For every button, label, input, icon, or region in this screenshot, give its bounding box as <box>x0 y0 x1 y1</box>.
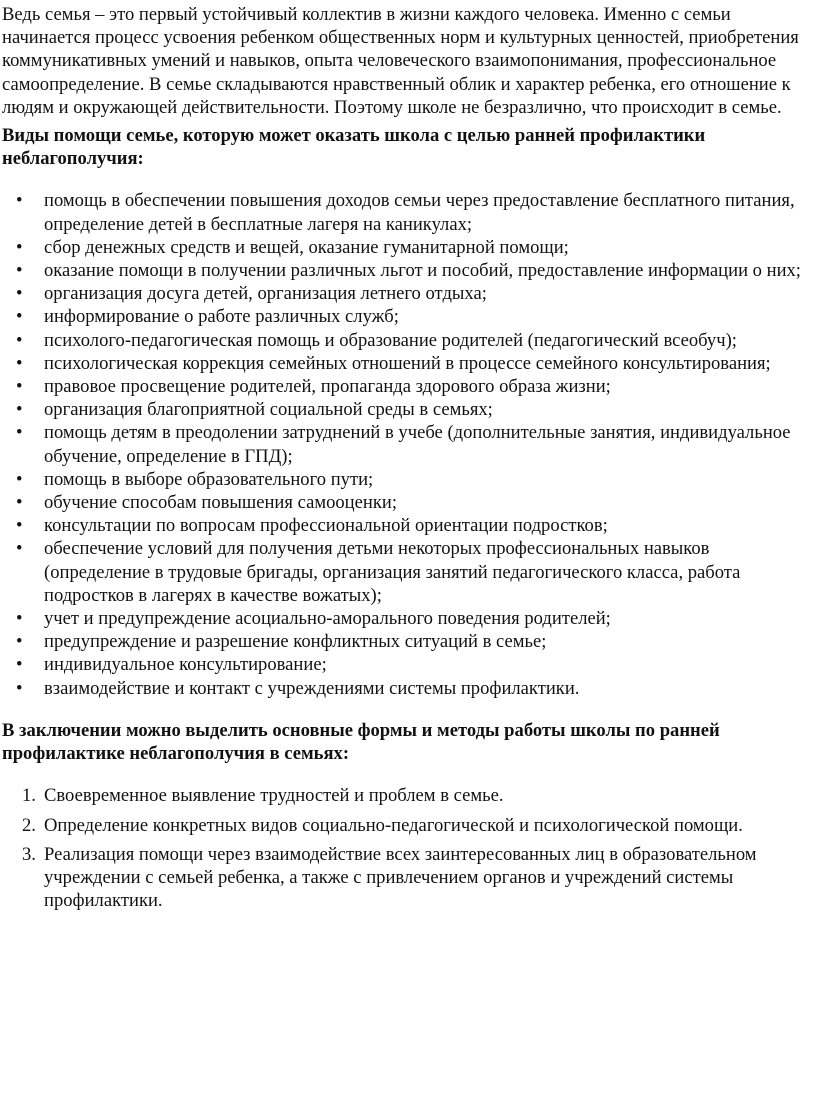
list-item-text: Своевременное выявление трудностей и проблем в семье. <box>44 785 504 807</box>
list-item: • правовое просвещение родителей, пропаганда здорового образа жизни; <box>2 375 810 398</box>
list-item: • помощь в обеспечении повышения доходов семьи через предоставление бесплатного питания, определение детей в бесплатные лагеря на каникулах; <box>2 189 810 235</box>
help-types-heading: Виды помощи семье, которую может оказать школа с целью ранней профилактики неблагополучия: <box>2 125 706 170</box>
list-item: • взаимодействие и контакт с учреждениями системы профилактики. <box>2 677 810 700</box>
list-item: • психологическая коррекция семейных отношений в процессе семейного консультирования; <box>2 352 810 375</box>
help-types-list <box>2 189 810 699</box>
list-item <box>2 784 810 807</box>
list-item <box>2 814 810 837</box>
list-item-number: 2. <box>22 814 36 836</box>
list-item: • обучение способам повышения самооценки; <box>2 491 810 514</box>
list-item-text: Определение конкретных видов социально-педагогической и психологической помощи. <box>44 814 743 836</box>
list-item: • индивидуальное консультирование; <box>2 653 810 676</box>
conclusion-heading: В заключении можно выделить основные формы и методы работы школы по ранней профилактике неблагополучия в семьях: <box>2 719 720 765</box>
list-item: • помощь детям в преодолении затруднений в учебе (дополнительные занятия, индивидуальное обучение, определение в ГПД); <box>2 421 810 467</box>
list-item: • психолого-педагогическая помощь и образование родителей (педагогический всеобуч); <box>2 329 810 352</box>
list-item: • учет и предупреждение асоциально-аморального поведения родителей; <box>2 607 810 630</box>
list-item-number: 1. <box>22 785 36 807</box>
list-item: • сбор денежных средств и вещей, оказание гуманитарной помощи; <box>2 236 810 259</box>
list-item <box>2 843 810 913</box>
list-item: • организация досуга детей, организация летнего отдыха; <box>2 282 810 305</box>
list-item: • организация благоприятной социальной среды в семьях; <box>2 398 810 421</box>
list-item: • обеспечение условий для получения детьми некоторых профессиональных навыков (определение в трудовые бригады, организация занятий педагогического класса, работа подростков в лагерях в качестве вожатых); <box>2 537 810 607</box>
intro-paragraph: Ведь семья – это первый устойчивый коллектив в жизни каждого человека. Именно с семьи начинается процесс усвоения ребенком общественных норм и культурных ценностей, приобретения коммуникативных умений и навыков, опыта человеческого взаимопонимания, профессиональное самоопределение. В семье складываются нравственный облик и характер ребенка, его отношение к людям и окружающей действительности. Поэтому школе не безразлично, что происходит в семье. <box>2 4 799 118</box>
conclusion-list <box>2 784 810 912</box>
list-item: • консультации по вопросам профессиональной ориентации подростков; <box>2 514 810 537</box>
list-item-number: 3. <box>22 843 36 865</box>
list-item: • предупреждение и разрешение конфликтных ситуаций в семье; <box>2 630 810 653</box>
list-item: • оказание помощи в получении различных льгот и пособий, предоставление информации о них; <box>2 259 810 282</box>
list-item: • помощь в выборе образовательного пути; <box>2 468 810 491</box>
list-item: • информирование о работе различных служб; <box>2 305 810 328</box>
list-item-text: Реализация помощи через взаимодействие всех заинтересованных лиц в образовательном учреждении с семьей ребенка, а также с привлечением органов и учреждений системы профилактики. <box>44 843 757 912</box>
